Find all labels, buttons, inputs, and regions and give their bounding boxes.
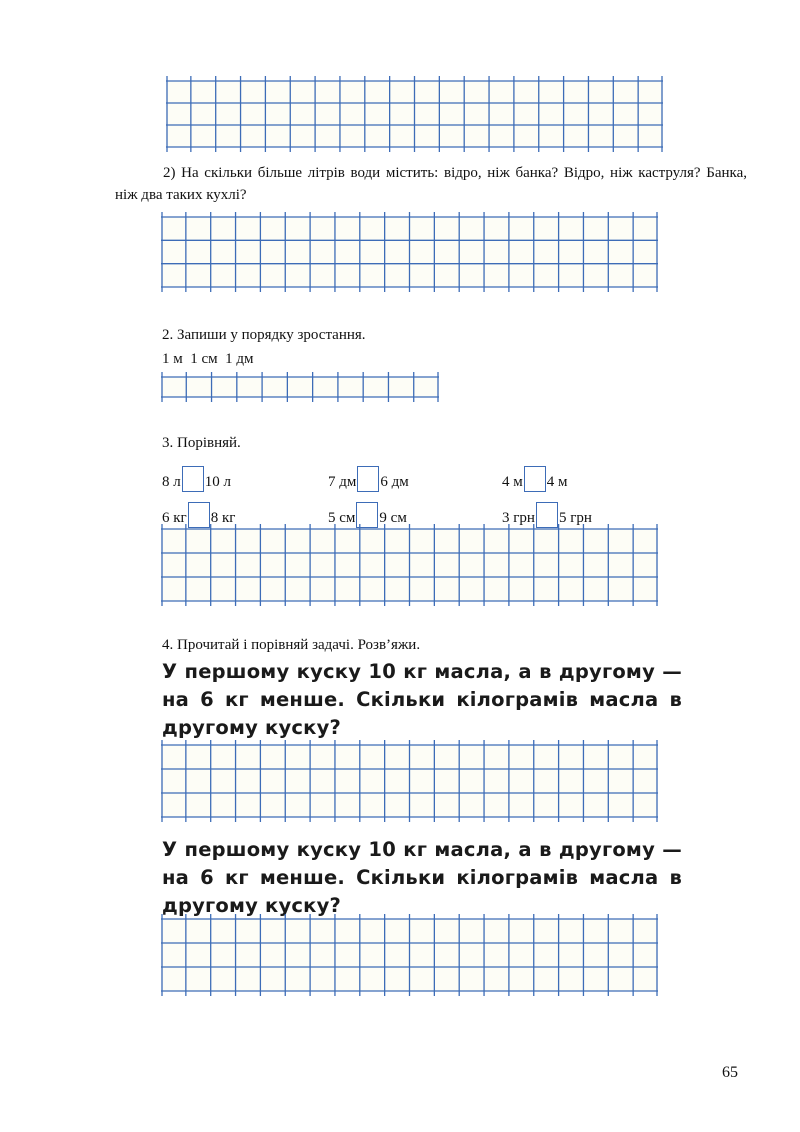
compare-item <box>328 466 409 492</box>
writing-grid-6 <box>161 914 658 996</box>
task4-title: 4. Прочитай і порівняй задачі. Розв’яжи. <box>162 637 421 653</box>
task2-title: 2. Запиши у порядку зростання. <box>162 327 366 343</box>
compare-left: 6 кг <box>162 510 187 526</box>
compare-box[interactable] <box>357 466 379 492</box>
compare-left: 8 л <box>162 474 181 490</box>
compare-box[interactable] <box>182 466 204 492</box>
page-number: 65 <box>722 1064 738 1081</box>
writing-grid-2 <box>161 212 658 292</box>
compare-right: 4 м <box>546 474 568 490</box>
compare-right: 8 кг <box>210 510 236 526</box>
compare-right: 10 л <box>204 474 231 490</box>
task1-question-2: 2) На скільки більше літрів води містить: відро, ніж банка? Відро, ніж каструля? Банка, ніж два таких кухлі? <box>115 165 747 203</box>
task3-title: 3. Порівняй. <box>162 435 241 451</box>
compare-left: 3 грн <box>502 510 535 526</box>
word-problem-2: У першому куску 10 кг масла, а в другому — на 6 кг менше. Скільки кілограмів масла в другому куску? <box>162 838 682 917</box>
compare-item <box>502 466 568 492</box>
compare-right: 6 дм <box>380 474 409 490</box>
compare-right: 9 см <box>379 510 407 526</box>
task2-values: 1 м 1 см 1 дм <box>162 351 254 367</box>
compare-right: 5 грн <box>558 510 592 526</box>
compare-left: 4 м <box>502 474 523 490</box>
compare-item <box>162 466 231 492</box>
writing-grid-1 <box>166 76 663 152</box>
writing-grid-3 <box>161 372 439 402</box>
compare-left: 5 см <box>328 510 356 526</box>
writing-grid-5 <box>161 740 658 822</box>
compare-box[interactable] <box>524 466 546 492</box>
writing-grid-4 <box>161 524 658 606</box>
compare-left: 7 дм <box>328 474 357 490</box>
word-problem-1: У першому куску 10 кг масла, а в другому — на 6 кг менше. Скільки кілограмів масла в другому куску? <box>162 660 682 739</box>
